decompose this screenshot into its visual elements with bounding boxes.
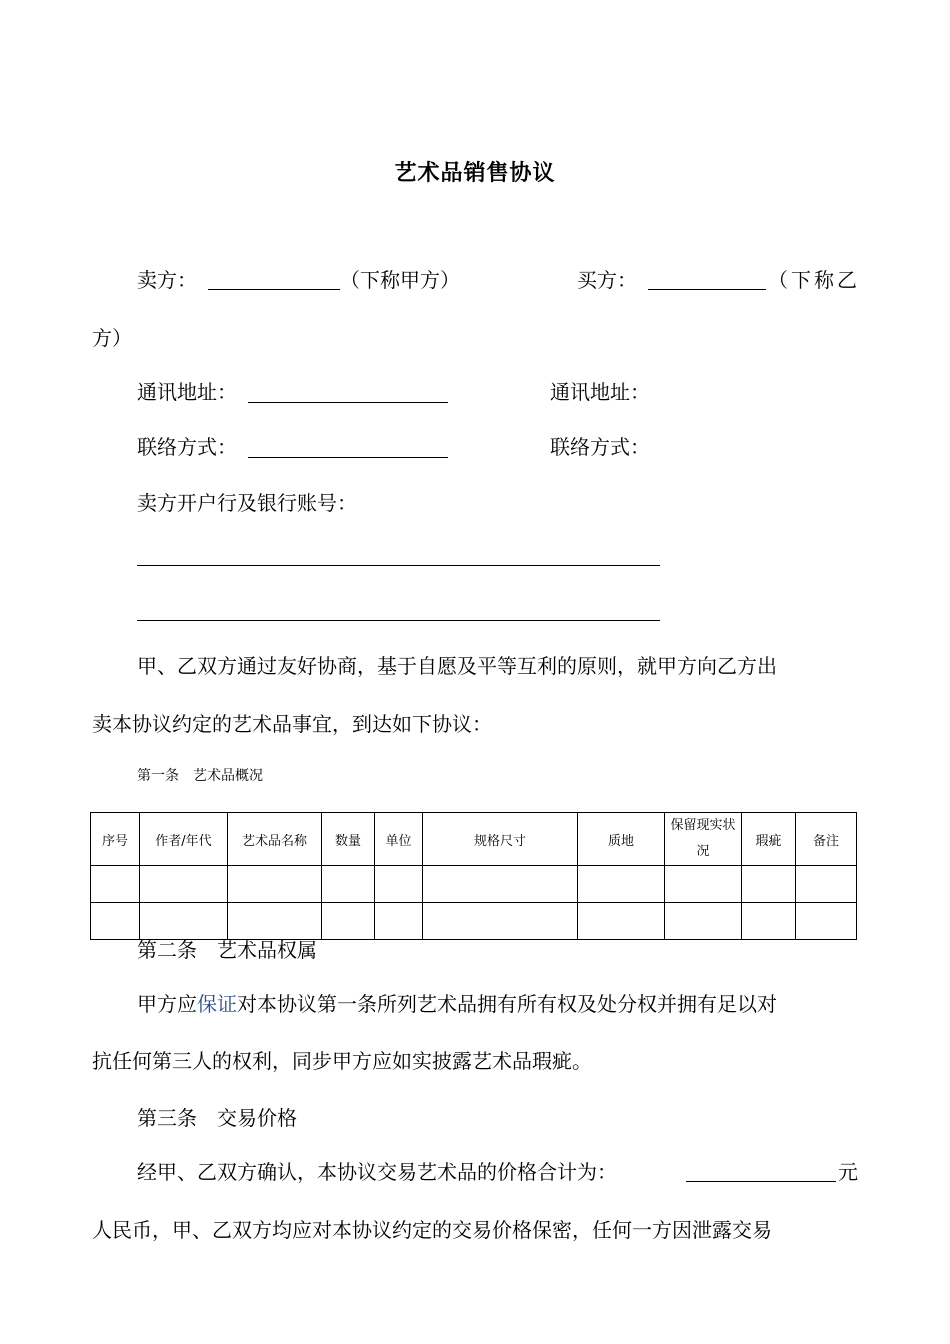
seller-name-field[interactable] <box>208 289 340 290</box>
table-cell[interactable] <box>665 866 742 903</box>
address-label-left: 通讯地址： <box>137 380 237 404</box>
article3-line-1-pre: 经甲、乙双方确认，本协议交易艺术品的价格合计为： <box>137 1160 617 1184</box>
buyer-name-field[interactable] <box>648 289 766 290</box>
article2-line-1 <box>137 990 777 1018</box>
table-cell[interactable] <box>228 866 322 903</box>
seller-contact-field[interactable] <box>248 457 448 458</box>
table-cell[interactable] <box>578 903 665 940</box>
table-cell[interactable] <box>796 903 857 940</box>
table-header-cell: 规格尺寸 <box>423 813 578 866</box>
contact-label-left: 联络方式： <box>137 435 237 459</box>
page-title: 艺术品销售协议 <box>394 161 556 186</box>
price-field[interactable] <box>686 1181 836 1182</box>
table-header-cell: 单位 <box>375 813 423 866</box>
table-row <box>91 903 857 940</box>
article3-line-2: 人民币，甲、乙双方均应对本协议约定的交易价格保密，任何一方因泄露交易 <box>92 1218 772 1242</box>
table-header-cell: 作者/年代 <box>140 813 228 866</box>
address-label-right: 通讯地址： <box>550 380 650 404</box>
seller-label: 卖方： <box>137 268 197 292</box>
table-cell[interactable] <box>423 903 578 940</box>
seller-suffix: （下称甲方） <box>340 268 460 292</box>
artwork-table <box>90 812 857 940</box>
article1-heading: 第一条 艺术品概况 <box>137 768 263 784</box>
bank-field-1[interactable] <box>137 565 660 566</box>
table-cell[interactable] <box>375 903 423 940</box>
article2-text-highlight: 保证 <box>197 992 237 1016</box>
table-cell[interactable] <box>742 866 796 903</box>
table-cell[interactable] <box>228 903 322 940</box>
article2-line-2: 抗任何第三人的权利，同步甲方应如实披露艺术品瑕疵。 <box>92 1049 592 1073</box>
table-header-cell: 瑕疵 <box>742 813 796 866</box>
article2-heading: 第二条 艺术品权属 <box>137 938 317 962</box>
table-cell[interactable] <box>322 903 375 940</box>
article3-line-1-post: 元 <box>838 1160 858 1184</box>
table-cell[interactable] <box>140 866 228 903</box>
buyer-suffix: （下称乙 <box>768 268 860 292</box>
article3-heading: 第三条 交易价格 <box>137 1106 297 1130</box>
intro-line-1: 甲、乙双方通过友好协商，基于自愿及平等互利的原则，就甲方向乙方出 <box>137 654 777 678</box>
table-header-cell: 备注 <box>796 813 857 866</box>
table-header-cell: 艺术品名称 <box>228 813 322 866</box>
table-cell[interactable] <box>375 866 423 903</box>
table-cell[interactable] <box>796 866 857 903</box>
table-header-cell: 序号 <box>91 813 140 866</box>
table-header-cell: 数量 <box>322 813 375 866</box>
contact-label-right: 联络方式： <box>550 435 650 459</box>
table-cell[interactable] <box>91 866 140 903</box>
bank-field-2[interactable] <box>137 620 660 621</box>
table-cell[interactable] <box>665 903 742 940</box>
buyer-label: 买方： <box>577 268 637 292</box>
table-row <box>91 866 857 903</box>
table-cell[interactable] <box>742 903 796 940</box>
table-cell[interactable] <box>322 866 375 903</box>
table-header-cell: 质地 <box>578 813 665 866</box>
bank-label: 卖方开户行及银行账号： <box>137 491 357 515</box>
article2-text-pre: 甲方应 <box>137 992 197 1016</box>
table-cell[interactable] <box>423 866 578 903</box>
intro-line-2: 卖本协议约定的艺术品事宜，到达如下协议： <box>92 712 492 736</box>
table-header-row <box>91 813 857 866</box>
buyer-suffix-wrap: 方） <box>92 326 132 350</box>
table-cell[interactable] <box>140 903 228 940</box>
seller-address-field[interactable] <box>248 402 448 403</box>
table-cell[interactable] <box>578 866 665 903</box>
table-header-cell: 保留现实状况 <box>665 813 742 866</box>
table-cell[interactable] <box>91 903 140 940</box>
article2-text-post: 对本协议第一条所列艺术品拥有所有权及处分权并拥有足以对 <box>237 992 777 1016</box>
